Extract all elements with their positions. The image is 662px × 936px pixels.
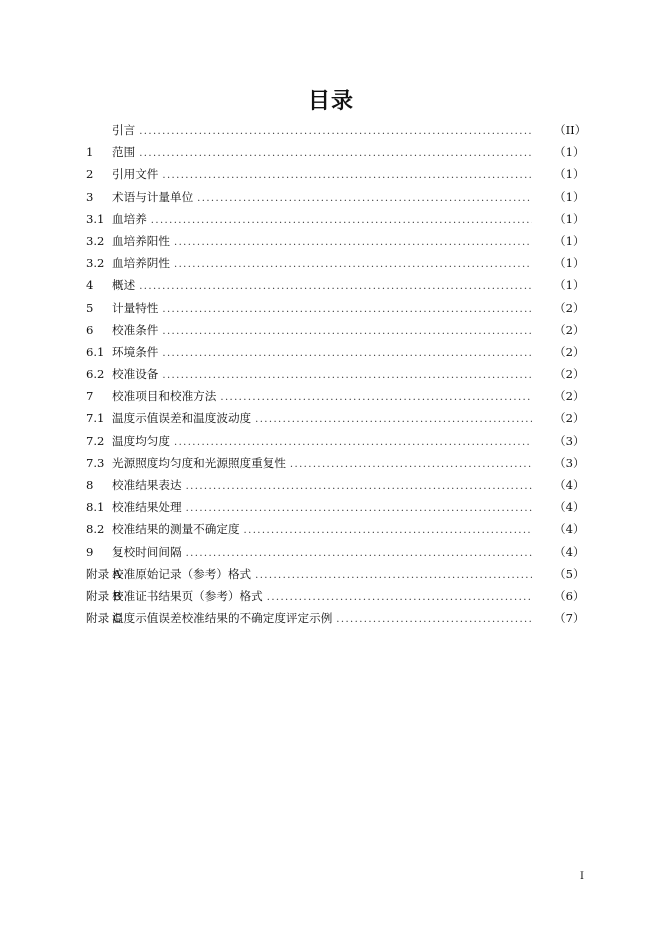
toc-page: （2） (554, 322, 585, 337)
toc-number: 6.1 (86, 344, 105, 359)
toc-leader (336, 609, 532, 631)
toc-leader (162, 165, 532, 187)
toc-label: 术语与计量单位 (112, 189, 194, 204)
toc-leader (139, 121, 532, 143)
toc-row[interactable] (86, 119, 587, 141)
toc-number: 7.2 (86, 433, 105, 448)
toc-number: 8 (86, 478, 94, 492)
toc-leader (162, 299, 532, 321)
toc-number: 6.2 (86, 367, 105, 382)
toc-label: 范围 (112, 145, 136, 160)
toc-number: 7.3 (86, 455, 105, 470)
toc-page: （1） (554, 211, 585, 226)
toc-leader (220, 387, 532, 409)
toc-page: （1） (554, 167, 585, 182)
toc-page: （2） (554, 411, 585, 426)
toc-number: 9 (86, 544, 94, 559)
table-of-contents (86, 119, 587, 629)
toc-row[interactable] (86, 363, 585, 385)
toc-row[interactable] (86, 430, 585, 452)
toc-label: 光源照度均匀度和光源照度重复性 (112, 455, 286, 470)
page-number: I (580, 871, 584, 882)
toc-number: 3.2 (86, 256, 105, 271)
toc-page: （7） (554, 611, 585, 626)
toc-page: （1） (554, 189, 585, 204)
toc-label: 校准结果表达 (112, 478, 182, 492)
toc-number: 3.1 (86, 211, 105, 226)
toc-label: 引言 (112, 123, 136, 137)
toc-number: 附录 C (86, 611, 122, 626)
toc-leader (290, 454, 532, 476)
toc-row[interactable] (86, 141, 585, 163)
toc-number: 1 (86, 145, 94, 160)
toc-row[interactable] (86, 186, 585, 208)
toc-leader (186, 543, 532, 565)
toc-leader (186, 476, 532, 498)
toc-page: （2） (554, 344, 585, 359)
toc-row[interactable] (86, 163, 585, 185)
toc-row[interactable] (86, 230, 585, 252)
toc-row[interactable] (86, 474, 585, 496)
toc-page: （5） (554, 566, 585, 581)
toc-number: 附录 A (86, 566, 122, 581)
toc-label: 校准项目和校准方法 (112, 389, 217, 404)
toc-label: 复校时间间隔 (112, 544, 182, 559)
toc-row[interactable] (86, 274, 585, 296)
toc-page: （1） (554, 278, 585, 293)
toc-number: 3 (86, 189, 94, 204)
toc-leader (255, 409, 532, 431)
toc-row[interactable] (86, 208, 585, 230)
toc-row[interactable] (86, 452, 585, 474)
toc-page: （1） (554, 145, 585, 160)
toc-page: （3） (554, 455, 585, 470)
toc-page: （2） (554, 367, 585, 382)
toc-number: 5 (86, 300, 94, 315)
toc-leader (174, 432, 532, 454)
toc-page: （II） (554, 123, 587, 137)
toc-label: 校准设备 (112, 367, 159, 382)
toc-leader (197, 188, 532, 210)
toc-leader (174, 254, 532, 276)
toc-page: （1） (554, 233, 585, 248)
toc-page: （1） (554, 256, 585, 271)
toc-label: 血培养 (112, 211, 147, 226)
toc-row[interactable] (86, 297, 585, 319)
toc-label: 温度示值误差校准结果的不确定度评定示例 (112, 611, 333, 626)
toc-page: （4） (554, 522, 585, 537)
toc-row[interactable] (86, 407, 585, 429)
toc-leader (151, 210, 532, 232)
toc-leader (186, 498, 532, 520)
toc-page: （4） (554, 478, 585, 492)
toc-label: 校准证书结果页（参考）格式 (112, 588, 263, 603)
toc-row[interactable] (86, 341, 585, 363)
toc-leader (174, 232, 532, 254)
toc-label: 环境条件 (112, 344, 159, 359)
toc-row[interactable] (86, 385, 585, 407)
toc-row[interactable] (86, 319, 585, 341)
toc-row[interactable] (86, 518, 585, 540)
toc-label: 血培养阳性 (112, 233, 170, 248)
toc-leader (162, 343, 532, 365)
toc-page: （2） (554, 300, 585, 315)
toc-row[interactable] (86, 496, 585, 518)
toc-label: 概述 (112, 278, 136, 293)
toc-page: （3） (554, 433, 585, 448)
toc-number: 6 (86, 322, 94, 337)
toc-label: 血培养阴性 (112, 256, 170, 271)
toc-number: 8.2 (86, 522, 105, 537)
toc-number: 附录 B (86, 588, 122, 603)
toc-row[interactable] (86, 541, 585, 563)
toc-leader (139, 143, 532, 165)
toc-leader (244, 520, 532, 542)
toc-label: 校准条件 (112, 322, 159, 337)
toc-row[interactable] (86, 252, 585, 274)
toc-page: （2） (554, 389, 585, 404)
page-title: 目录 (307, 89, 354, 114)
toc-row[interactable] (86, 607, 585, 629)
toc-page: （4） (554, 500, 585, 515)
toc-leader (139, 276, 532, 298)
toc-label: 温度示值误差和温度波动度 (112, 411, 252, 426)
toc-number: 2 (86, 167, 94, 182)
toc-leader (162, 365, 532, 387)
toc-label: 校准结果的测量不确定度 (112, 522, 240, 537)
toc-number: 3.2 (86, 233, 105, 248)
toc-number: 8.1 (86, 500, 105, 515)
toc-leader (162, 321, 532, 343)
toc-leader (255, 565, 532, 587)
toc-page: （6） (554, 588, 585, 603)
toc-number: 7 (86, 389, 94, 404)
toc-row[interactable] (86, 563, 585, 585)
toc-number: 4 (86, 278, 94, 293)
toc-label: 校准结果处理 (112, 500, 182, 515)
toc-row[interactable] (86, 585, 585, 607)
toc-label: 引用文件 (112, 167, 159, 182)
toc-label: 温度均匀度 (112, 433, 170, 448)
toc-label: 校准原始记录（参考）格式 (112, 566, 252, 581)
toc-leader (267, 587, 532, 609)
toc-page: （4） (554, 544, 585, 559)
toc-label: 计量特性 (112, 300, 159, 315)
toc-number: 7.1 (86, 411, 105, 426)
